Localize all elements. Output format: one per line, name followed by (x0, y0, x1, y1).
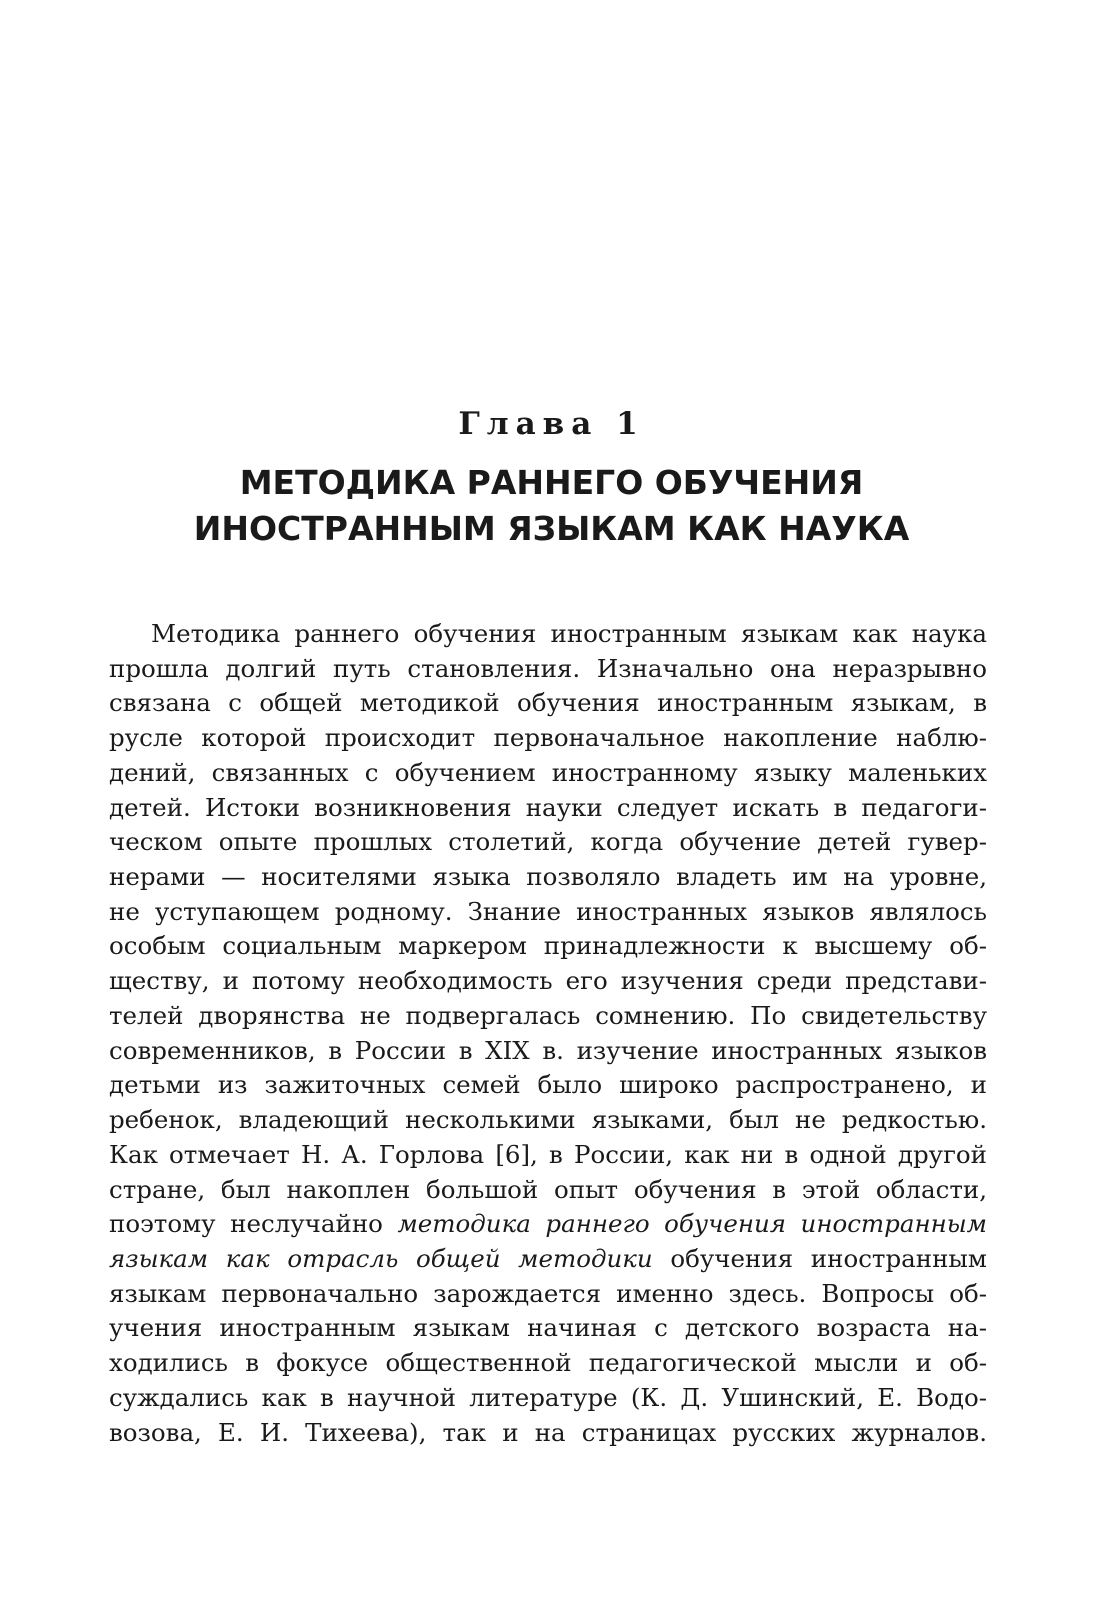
text-line: особым социальным маркером принадлежности к высшему об- (109, 931, 987, 961)
text-line: русле которой происходит первоначальное накопление наблю- (109, 723, 987, 753)
text-line: Методика раннего обучения иностранным языкам как наука (151, 619, 987, 648)
text-line-with-italic (109, 1207, 987, 1242)
text-line: ществу, и потому необходимость его изучения среди представи- (109, 966, 987, 996)
text-line: возова, Е. И. Тихеева), так и на страницах русских журналов. (109, 1417, 987, 1447)
text-line: прошла долгий путь становления. Изначально она неразрывно (109, 653, 987, 683)
text-line: учения иностранным языкам начиная с детского возраста на- (109, 1313, 987, 1343)
italic-term: языкам как отрасль общей методики (109, 1243, 653, 1273)
text-line: Как отмечает Н. А. Горлова [6], в России, как ни в одной другой (109, 1139, 987, 1169)
chapter-title-line: ИНОСТРАННЫМ ЯЗЫКАМ КАК НАУКА (193, 509, 910, 548)
text-line: не уступающем родному. Знание иностранных языков являлось (109, 896, 987, 926)
text-line: дений, связанных с обучением иностранному языку маленьких (109, 757, 987, 787)
text-line: связана с общей методикой обучения иностранным языкам, в (109, 688, 987, 718)
text-line: детей. Истоки возникновения науки следует искать в педагоги- (109, 792, 987, 822)
text-segment: поэтому неслучайно (109, 1209, 398, 1239)
text-line: современников, в России в XIX в. изучение иностранных языков (109, 1035, 987, 1065)
text-line: ходились в фокусе общественной педагогической мысли и об- (109, 1348, 987, 1378)
text-line: телей дворянства не подвергалась сомнению. По свидетельству (109, 1000, 987, 1030)
chapter-title (60, 460, 1043, 552)
text-line: нерами — носителями языка позволяло владеть им на уровне, (109, 862, 987, 892)
text-segment: обучения иностранным (652, 1243, 987, 1273)
text-line: ребенок, владеющий несколькими языками, был не редкостью. (109, 1105, 987, 1135)
text-line: стране, был накоплен большой опыт обучения в этой области, (109, 1174, 987, 1204)
text-line: суждались как в научной литературе (К. Д. Ушинский, Е. Водо- (109, 1382, 987, 1412)
italic-term: методика раннего обучения иностранным (397, 1209, 987, 1239)
body-paragraph (109, 617, 987, 1450)
text-line-with-italic (109, 1242, 987, 1277)
chapter-number: Глава 1 (458, 406, 645, 442)
chapter-title-line: МЕТОДИКА РАННЕГО ОБУЧЕНИЯ (239, 463, 864, 502)
text-line: детьми из зажиточных семей было широко распространено, и (109, 1070, 987, 1100)
text-line: языкам первоначально зарождается именно здесь. Вопросы об- (109, 1278, 987, 1308)
text-line: ческом опыте прошлых столетий, когда обучение детей гувер- (109, 827, 987, 857)
